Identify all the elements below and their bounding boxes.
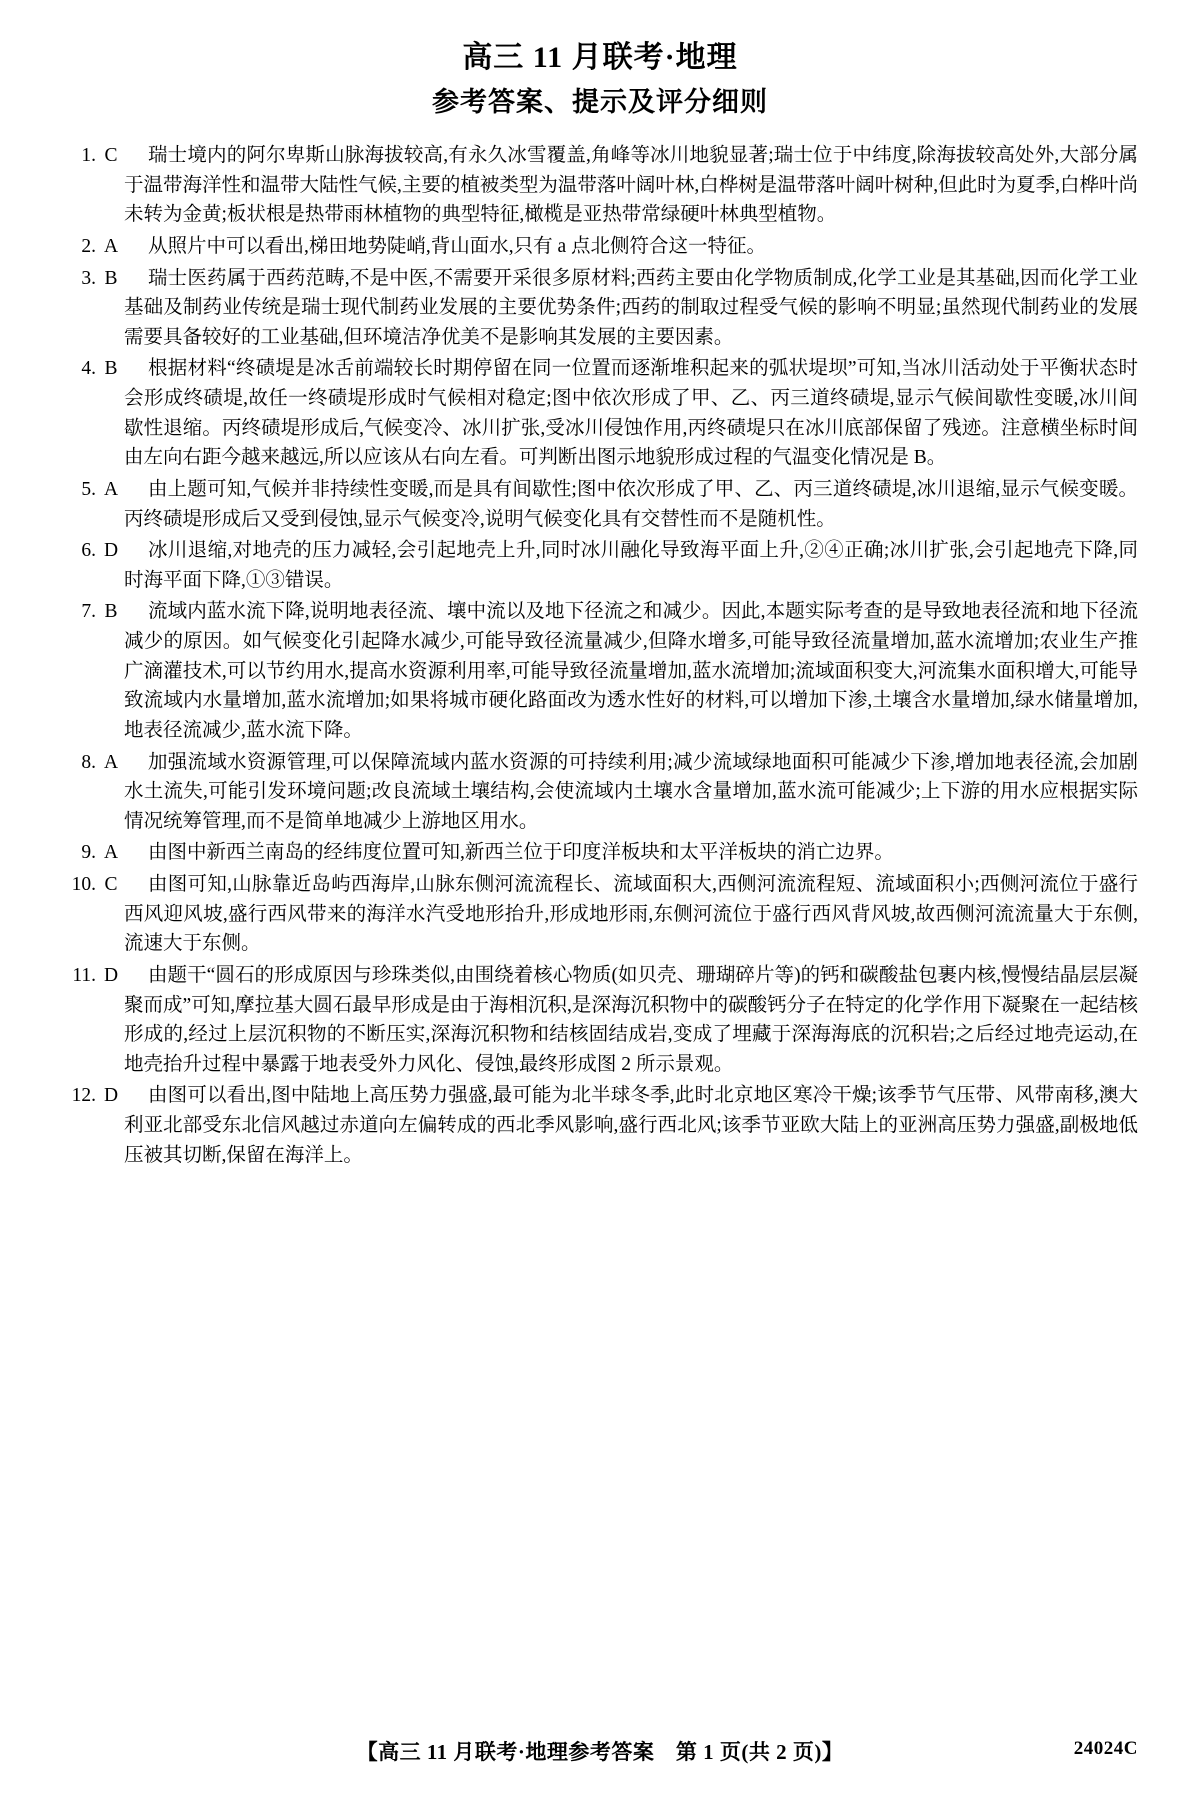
answer-item — [62, 354, 1138, 473]
answer-letter: D — [103, 964, 119, 986]
answer-letter: D — [103, 540, 119, 562]
answer-number: 1. — [81, 145, 96, 166]
page-subtitle: 参考答案、提示及评分细则 — [432, 87, 768, 117]
page-footer — [0, 1736, 1200, 1776]
footer-paper-code: 24024C — [1073, 1738, 1138, 1759]
answer-letter: A — [103, 235, 119, 257]
answer-number: 3. — [81, 267, 96, 289]
answer-number: 5. — [81, 478, 96, 500]
answer-number: 4. — [81, 358, 96, 380]
answer-explanation: 由图可以看出,图中陆地上高压势力强盛,最可能为北半球冬季,此时北京地区寒冷干燥;该季节气压带、风带南移,澳大利亚北部受东北信风越过赤道向左偏转成的西北季风影响,盛行西北风;该季节亚欧大陆上的亚洲高压势力强盛,副极地低压被其切断,保留在海洋上。 — [124, 1085, 1138, 1166]
answer-explanation: 从照片中可以看出,梯田地势陡峭,背山面水,只有 a 点北侧符合这一特征。 — [148, 235, 767, 257]
answer-explanation: 冰川退缩,对地壳的压力减轻,会引起地壳上升,同时冰川融化导致海平面上升,②④正确;冰川扩张,会引起地壳下降,同时海平面下降,①③错误。 — [124, 540, 1138, 591]
answer-item — [62, 870, 1138, 959]
answer-number: 11. — [72, 964, 96, 986]
answer-letter: B — [104, 358, 118, 380]
answer-item — [62, 536, 1138, 595]
answer-list — [62, 141, 1138, 1170]
answer-item — [62, 232, 1138, 262]
answer-number: 9. — [81, 842, 96, 864]
answer-explanation: 由图中新西兰南岛的经纬度位置可知,新西兰位于印度洋板块和太平洋板块的消亡边界。 — [148, 842, 894, 864]
page-title: 高三 11 月联考·地理 — [462, 41, 738, 74]
footer-label: 【高三 11 月联考·地理参考答案 第 1 页(共 2 页)】 — [356, 1740, 844, 1764]
answer-item — [62, 475, 1138, 534]
answer-item — [62, 264, 1138, 353]
answer-number: 10. — [71, 874, 96, 895]
answer-number: 2. — [81, 235, 96, 257]
answer-number: 12. — [71, 1085, 96, 1107]
answer-item — [62, 141, 1138, 230]
answer-letter: B — [104, 601, 118, 623]
answer-explanation: 瑞士境内的阿尔卑斯山脉海拔较高,有永久冰雪覆盖,角峰等冰川地貌显著;瑞士位于中纬度,除海拔较高处外,大部分属于温带海洋性和温带大陆性气候,主要的植被类型为温带落叶阔叶林,白桦树是温带落叶阔叶树种,但此时为夏季,白桦叶尚未转为金黄;板状根是热带雨林植物的典型特征,橄榄是亚热带常绿硬叶林典型植物。 — [124, 145, 1139, 226]
answer-letter: C — [104, 874, 118, 895]
answer-letter: D — [103, 1085, 119, 1107]
answer-letter: C — [104, 145, 118, 166]
answer-letter: A — [103, 751, 119, 773]
answer-explanation: 瑞士医药属于西药范畴,不是中医,不需要开采很多原材料;西药主要由化学物质制成,化学工业是其基础,因而化学工业基础及制药业传统是瑞士现代制药业发展的主要优势条件;西药的制取过程受气候的影响不明显;虽然现代制药业的发展需要具备较好的工业基础,但环境洁净优美不是影响其发展的主要因素。 — [124, 267, 1138, 348]
answer-number: 8. — [81, 751, 96, 773]
answer-number: 6. — [81, 540, 96, 562]
answer-number: 7. — [81, 601, 96, 623]
answer-item — [62, 748, 1138, 837]
answer-letter: B — [104, 267, 118, 289]
answer-explanation: 流域内蓝水流下降,说明地表径流、壤中流以及地下径流之和减少。因此,本题实际考查的是导致地表径流和地下径流减少的原因。如气候变化引起降水减少,可能导致径流量减少,但降水增多,可能导致径流量增加,蓝水流增加;农业生产推广滴灌技术,可以节约用水,提高水资源利用率,可能导致径流量增加,蓝水流增加;流域面积变大,河流集水面积增大,可能导致流域内水量增加,蓝水流增加;如果将城市硬化路面改为透水性好的材料,可以增加下渗,土壤含水量增加,绿水储量增加,地表径流减少,蓝水流下降。 — [124, 601, 1138, 741]
answer-explanation: 由上题可知,气候并非持续性变暖,而是具有间歇性;图中依次形成了甲、乙、丙三道终碛堤,冰川退缩,显示气候变暖。丙终碛堤形成后又受到侵蚀,显示气候变冷,说明气候变化具有交替性而不是随机性。 — [124, 478, 1138, 530]
answer-explanation: 加强流域水资源管理,可以保障流域内蓝水资源的可持续利用;减少流域绿地面积可能减少下渗,增加地表径流,会加剧水土流失,可能引发环境问题;改良流域土壤结构,会使流域内土壤水含量增加,蓝水流可能减少;上下游的用水应根据实际情况统筹管理,而不是简单地减少上游地区用水。 — [124, 751, 1138, 832]
answer-explanation: 根据材料“终碛堤是冰舌前端较长时期停留在同一位置而逐渐堆积起来的弧状堤坝”可知,当冰川活动处于平衡状态时会形成终碛堤,故任一终碛堤形成时气候相对稳定;图中依次形成了甲、乙、丙三道终碛堤,显示气候间歇性变暖,冰川间歇性退缩。丙终碛堤形成后,气候变冷、冰川扩张,受冰川侵蚀作用,丙终碛堤只在冰川底部保留了残迹。注意横坐标时间由左向右距今越来越远,所以应该从右向左看。可判断出图示地貌形成过程的气温变化情况是 B。 — [124, 358, 1138, 469]
answer-letter: A — [103, 842, 119, 864]
answer-letter: A — [103, 478, 119, 500]
answer-item — [62, 1081, 1138, 1170]
answer-item — [62, 597, 1138, 745]
answer-item — [62, 838, 1138, 868]
answer-explanation: 由题干“圆石的形成原因与珍珠类似,由围绕着核心物质(如贝壳、珊瑚碎片等)的钙和碳酸盐包裹内核,慢慢结晶层层凝聚而成”可知,摩拉基大圆石最早形成是由于海相沉积,是深海沉积物中的碳酸钙分子在特定的化学作用下凝聚在一起结核形成的,经过上层沉积物的不断压实,深海沉积物和结核固结成岩,变成了埋藏于深海海底的沉积岩;之后经过地壳运动,在地壳抬升过程中暴露于地表受外力风化、侵蚀,最终形成图 2 所示景观。 — [124, 964, 1138, 1075]
answer-explanation: 由图可知,山脉靠近岛屿西海岸,山脉东侧河流流程长、流域面积大,西侧河流流程短、流域面积小;西侧河流位于盛行西风迎风坡,盛行西风带来的海洋水汽受地形抬升,形成地形雨,东侧河流位于盛行西风背风坡,故西侧河流流量大于东侧,流速大于东侧。 — [124, 874, 1138, 955]
answer-item — [62, 961, 1138, 1080]
